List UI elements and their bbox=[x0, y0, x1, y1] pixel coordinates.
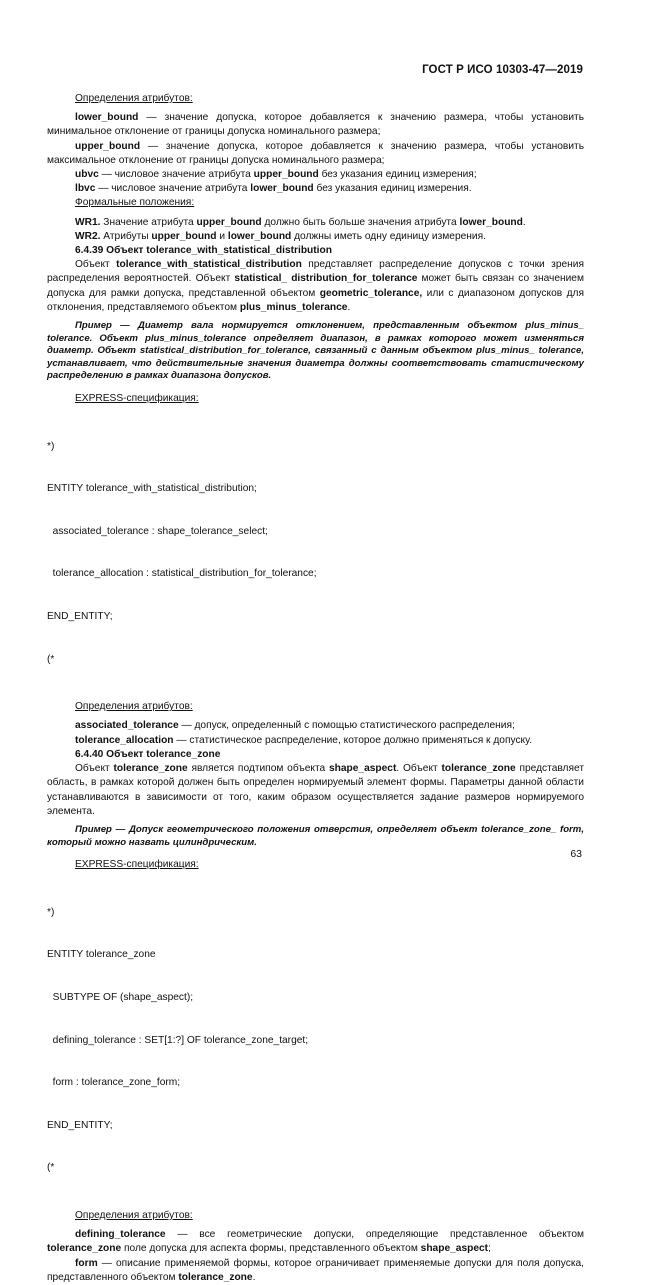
section-heading-6-4-39: 6.4.39 Объект tolerance_with_statistical_distribution bbox=[75, 245, 332, 257]
def-associated-tolerance: associated_tolerance — допуск, определенный с помощью статистического распределения; bbox=[75, 720, 515, 732]
attribute-definitions-heading: Определения атрибутов: bbox=[75, 93, 193, 104]
express-code-block bbox=[47, 411, 584, 695]
formal-propositions-heading: Формальные положения: bbox=[75, 197, 195, 209]
code-line: defining_tolerance : SET[1:?] OF tolerance_zone_target; bbox=[47, 1034, 309, 1046]
code-line: *) bbox=[47, 440, 55, 452]
example-note: Пример — Диаметр вала нормируется отклонением, представленным объектом plus_minus_ tolerance. Объект plus_minus_tolerance определяет диапазон, в рамках которого может изменяться диаметр. Объект statistical_distribution_for_tolerance, связанный с данным объектом plus_minus_ tolerance, устанавливает, что действительные значения диаметра должны соответствовать статистическому распределению в рамках диапазона допусков. bbox=[47, 320, 584, 382]
attribute-definitions-heading: Определения атрибутов: bbox=[75, 1209, 193, 1221]
rule-wr2: WR2. Атрибуты upper_bound и lower_bound должны иметь одну единицу измерения. bbox=[75, 230, 486, 242]
def-lower-bound: lower_bound — значение допуска, которое добавляется к значению размера, чтобы установить минимальное отклонение от границы допуска номинального размера; bbox=[47, 112, 584, 138]
def-defining-tolerance: defining_tolerance — все геометрические допуски, определяющие представленное объектом tolerance_zone поле допуска для аспекта формы, представленного объектом shape_aspect; bbox=[47, 1229, 584, 1255]
def-ubvc: ubvc — числовое значение атрибута upper_bound без указания единиц измерения; bbox=[75, 169, 477, 181]
express-code-block bbox=[47, 877, 584, 1204]
def-upper-bound: upper_bound — значение допуска, которое добавляется к значению размера, чтобы установить максимальное отклонение от границы допуска номинального размера; bbox=[47, 140, 584, 166]
code-line: ENTITY tolerance_zone bbox=[47, 949, 156, 961]
code-line: SUBTYPE OF (shape_aspect); bbox=[47, 991, 194, 1003]
def-tolerance-allocation: tolerance_allocation — статистическое распределение, которое должно применяться к допуску. bbox=[75, 734, 533, 746]
rule-wr1: WR1. Значение атрибута upper_bound должно быть больше значения атрибута lower_bound. bbox=[75, 216, 526, 228]
standard-header: ГОСТ Р ИСО 10303-47—2019 bbox=[422, 64, 583, 76]
code-line: *) bbox=[47, 906, 55, 918]
code-line: associated_tolerance : shape_tolerance_select; bbox=[47, 525, 268, 537]
code-line: END_ENTITY; bbox=[47, 611, 113, 623]
section-paragraph: Объект tolerance_with_statistical_distribution представляет распределение допусков с точки зрения распределения вероятностей. Объект statistical_ distribution_for_tolerance может быть связан со значением допуска для рамки допуска, представленной объектом geometric_tolerance, или с диапазоном допусков для отклонения, представляемого объектом plus_minus_tolerance. bbox=[47, 259, 584, 313]
express-spec-heading: EXPRESS-спецификация: bbox=[75, 859, 199, 871]
express-spec-heading: EXPRESS-спецификация: bbox=[75, 393, 199, 405]
def-form: form — описание применяемой формы, которое ограничивает применяемые допуски для поля допуска, представленного объектом tolerance_zone. bbox=[47, 1257, 584, 1283]
page-content bbox=[47, 92, 584, 1285]
section-heading-6-4-40: 6.4.40 Объект tolerance_zone bbox=[75, 748, 221, 760]
page-number: 63 bbox=[570, 848, 582, 860]
code-line: form : tolerance_zone_form; bbox=[47, 1077, 181, 1089]
code-line: ENTITY tolerance_with_statistical_distribution; bbox=[47, 483, 257, 495]
code-line: END_ENTITY; bbox=[47, 1119, 113, 1131]
example-note: Пример — Допуск геометрического положения отверстия, определяет объект tolerance_zone_ form, который можно назвать цилиндрическим. bbox=[47, 823, 584, 848]
attribute-definitions-heading: Определения атрибутов: bbox=[75, 701, 193, 713]
code-line: (* bbox=[47, 1162, 55, 1174]
def-lbvc: lbvc — числовое значение атрибута lower_bound без указания единиц измерения. bbox=[75, 183, 472, 195]
section-paragraph: Объект tolerance_zone является подтипом объекта shape_aspect. Объект tolerance_zone представляет область, в рамках которой должен быть определен нормируемый элемент формы. Параметры данной области устанавливаются в зависимости от того, каким образом осуществляется задание размеров нормируемого элемента. bbox=[47, 763, 584, 817]
code-line: tolerance_allocation : statistical_distribution_for_tolerance; bbox=[47, 568, 317, 580]
code-line: (* bbox=[47, 653, 55, 665]
